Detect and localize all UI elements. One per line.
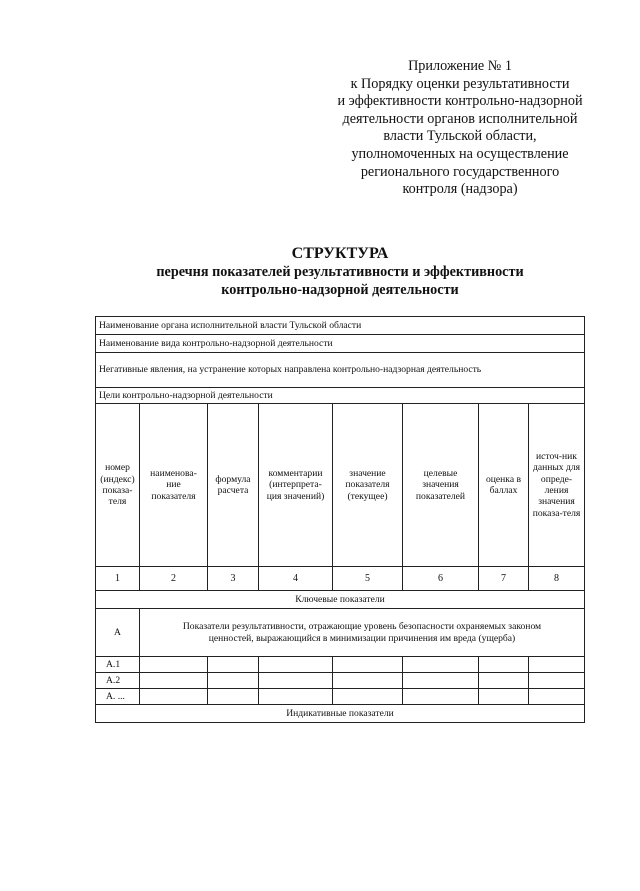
column-number: 2 (140, 567, 208, 591)
header-cell-target: целевые значения показателей (403, 404, 479, 567)
table-row (96, 673, 585, 689)
row-index: А. ... (96, 689, 140, 705)
table-row-key-indicators (96, 591, 585, 609)
column-number: 5 (333, 567, 403, 591)
appendix-line: и эффективности контрольно-надзорной (337, 93, 583, 110)
row-index: А.1 (96, 657, 140, 673)
column-number: 6 (403, 567, 479, 591)
structure-table (95, 316, 585, 723)
column-number: 1 (96, 567, 140, 591)
appendix-header (305, 58, 615, 199)
org-name-cell: Наименование органа исполнительной власти Тульской области (96, 317, 585, 335)
title-subtitle-line2: контрольно-надзорной деятельности (221, 281, 459, 298)
indicative-heading: Индикативные показатели (96, 705, 585, 723)
row-index: А.2 (96, 673, 140, 689)
group-a-description (140, 609, 585, 657)
title-main: СТРУКТУРА (291, 245, 389, 262)
table-row (96, 657, 585, 673)
column-number: 7 (479, 567, 529, 591)
header-cell-formula: формула расчета (208, 404, 259, 567)
header-cell-value: значение показателя (текущее) (333, 404, 403, 567)
appendix-line: деятельности органов исполнительной (342, 110, 578, 127)
table-row-goals (96, 388, 585, 404)
title-subtitle-line1: перечня показателей результативности и эффективности (156, 264, 524, 280)
table-header-row (96, 404, 585, 567)
header-cell-index: номер (индекс) показа-теля (96, 404, 140, 567)
header-cell-score: оценка в баллах (479, 404, 529, 567)
table-row-org (96, 317, 585, 335)
column-number: 4 (259, 567, 333, 591)
column-number: 3 (208, 567, 259, 591)
table-row-negative (96, 353, 585, 388)
appendix-line: контроля (надзора) (402, 181, 518, 198)
column-number: 8 (529, 567, 585, 591)
document-title (95, 244, 585, 299)
table-row-kind (96, 335, 585, 353)
appendix-line: власти Тульской области, (383, 128, 537, 145)
header-cell-comments: комментарии (интерпрета-ция значений) (259, 404, 333, 567)
key-indicators-heading: Ключевые показатели (96, 591, 585, 609)
table-row-indicative (96, 705, 585, 723)
header-cell-source: источ-ник данных для опреде-ления значения показа-теля (529, 404, 585, 567)
table-row-group-a (96, 609, 585, 657)
group-a-code: А (96, 609, 140, 657)
appendix-line: регионального государственного (360, 163, 560, 180)
appendix-line: Приложение № 1 (408, 58, 512, 74)
table-numbers-row (96, 567, 585, 591)
negative-cell: Негативные явления, на устранение которых направлена контрольно-надзорная деятельность (96, 353, 585, 388)
kind-name-cell: Наименование вида контрольно-надзорной деятельности (96, 335, 585, 353)
appendix-line: к Порядку оценки результативности (350, 75, 570, 92)
group-a-description-line: ценностей, выражающийся в минимизации причинения им вреда (ущерба) (208, 632, 516, 644)
goals-cell: Цели контрольно-надзорной деятельности (96, 388, 585, 404)
table-row (96, 689, 585, 705)
header-cell-name: наименова-ние показателя (140, 404, 208, 567)
appendix-line: уполномоченных на осуществление (351, 145, 569, 162)
group-a-description-line: Показатели результативности, отражающие уровень безопасности охраняемых законом (182, 621, 542, 633)
